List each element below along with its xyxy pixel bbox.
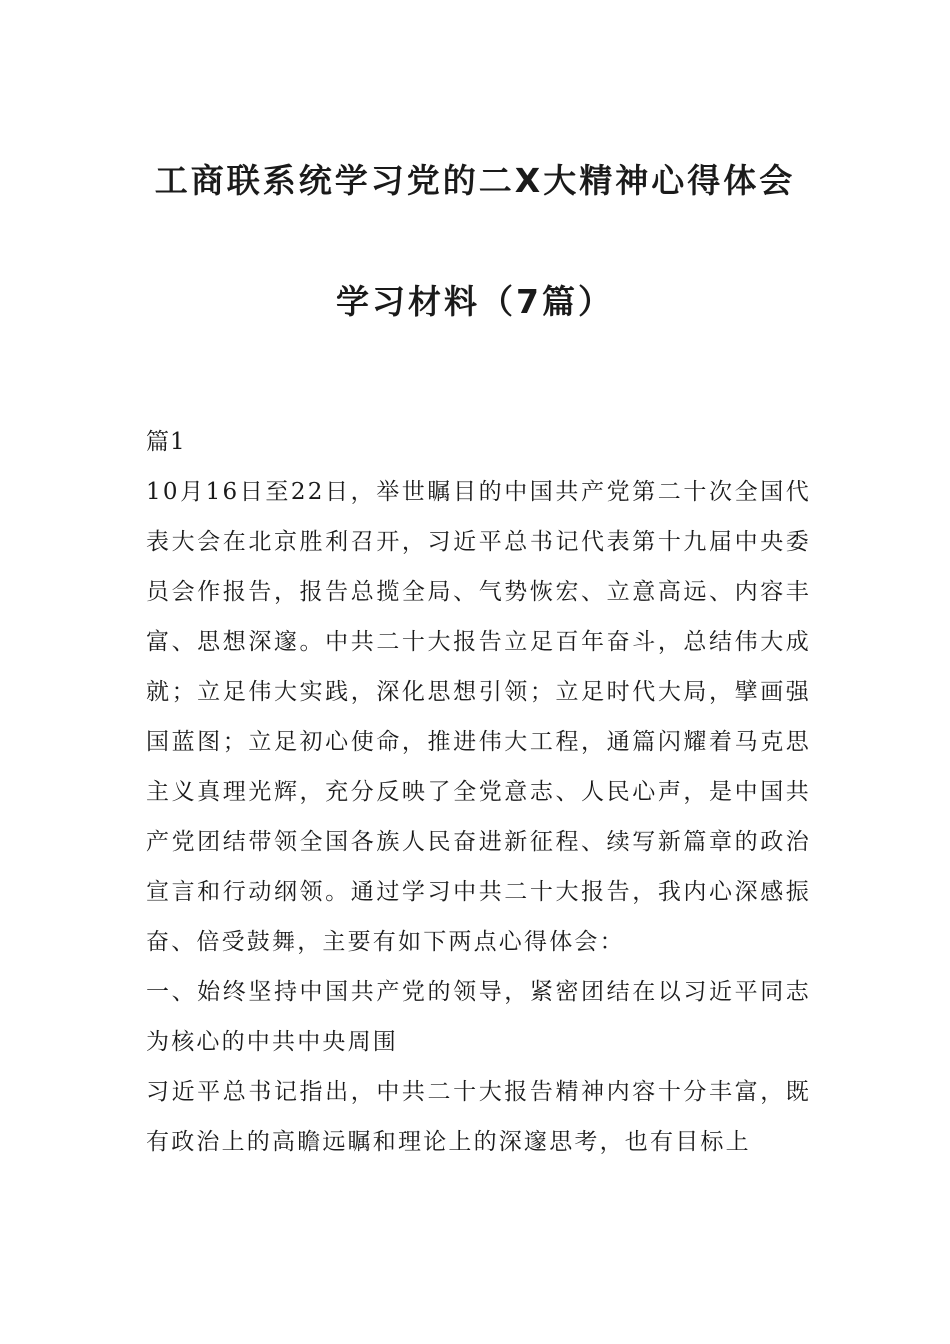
document-title-line-2: 学习材料（7篇） xyxy=(336,282,614,321)
paragraph: 习近平总书记指出，中共二十大报告精神内容十分丰富，既有政治上的高瞻远瞩和理论上的深邃思考，也有目标上 xyxy=(146,1079,811,1155)
document-body xyxy=(146,417,811,1167)
paragraph: 10月16日至22日，举世瞩目的中国共产党第二十次全国代表大会在北京胜利召开，习近平总书记代表第十九届中央委员会作报告，报告总揽全局、气势恢宏、立意高远、内容丰富、思想深邃。中共二十大报告立足百年奋斗，总结伟大成就；立足伟大实践，深化思想引领；立足时代大局，擘画强国蓝图；立足初心使命，推进伟大工程，通篇闪耀着马克思主义真理光辉，充分反映了全党意志、人民心声，是中国共产党团结带领全国各族人民奋进新征程、续写新篇章的政治宣言和行动纲领。通过学习中共二十大报告，我内心深感振奋、倍受鼓舞，主要有如下两点心得体会： xyxy=(146,479,811,955)
document-title-line-1: 工商联系统学习党的二X大精神心得体会 xyxy=(154,161,796,200)
section-heading: 一、始终坚持中国共产党的领导，紧密团结在以习近平同志为核心的中共中央周围 xyxy=(146,979,811,1055)
section-label: 篇1 xyxy=(146,429,186,455)
